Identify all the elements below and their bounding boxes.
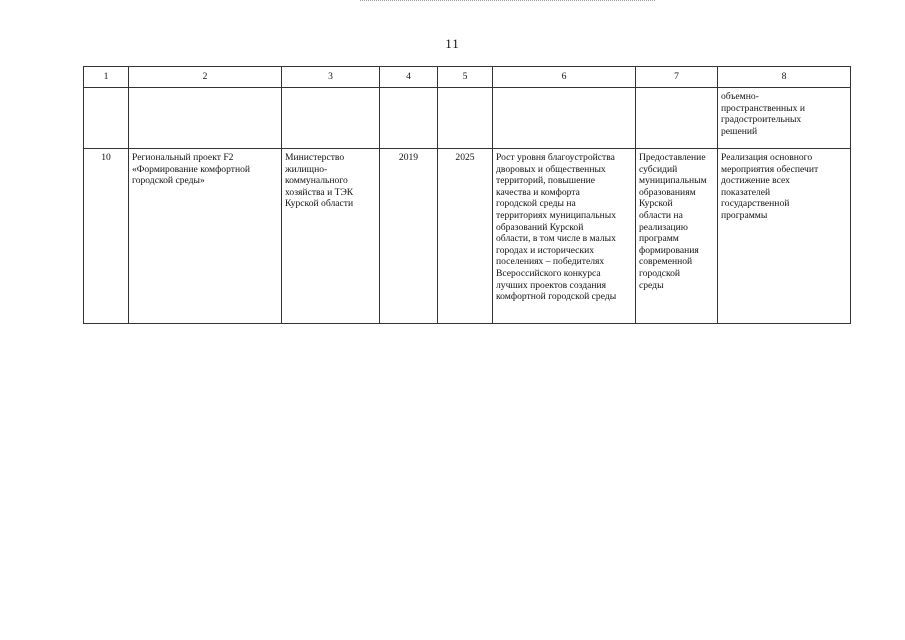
table-cell <box>84 88 129 149</box>
scan-artifact-line <box>360 0 655 3</box>
table-row <box>84 149 851 324</box>
column-header: 8 <box>718 67 851 88</box>
table-row-continuation <box>84 88 851 149</box>
start-year: 2019 <box>380 149 438 324</box>
responsible-executor: Министерство жилищно- коммунального хозяйства и ТЭК Курской области <box>282 149 380 324</box>
project-name: Региональный проект F2 «Формирование комфортной городской среды» <box>129 149 282 324</box>
table-cell <box>129 88 282 149</box>
column-header: 3 <box>282 67 380 88</box>
column-header: 1 <box>84 67 129 88</box>
column-header: 4 <box>380 67 438 88</box>
column-header: 6 <box>493 67 636 88</box>
expected-result: Рост уровня благоустройства дворовых и общественных территорий, повышение качества и комфорта городской среды на территориях муниципальных образований Курской области, в том числе в малых городах и исторических поселениях – победителях Всероссийского конкурса лучших проектов создания комфортной городской среды <box>493 149 636 324</box>
main-directions: Предоставление субсидий муниципальным образованиям Курской области на реализацию программ формирования современной городской среды <box>636 149 718 324</box>
program-table <box>83 66 851 324</box>
table-header-row <box>84 67 851 88</box>
table-cell <box>636 88 718 149</box>
table-cell <box>282 88 380 149</box>
relation-to-indicators: Реализация основного мероприятия обеспечит достижение всех показателей государственной программы <box>718 149 851 324</box>
column-header: 7 <box>636 67 718 88</box>
table-cell <box>438 88 493 149</box>
row-number: 10 <box>84 149 129 324</box>
page-number: 11 <box>445 36 460 51</box>
table-cell <box>380 88 438 149</box>
table-cell <box>493 88 636 149</box>
column-header: 5 <box>438 67 493 88</box>
end-year: 2025 <box>438 149 493 324</box>
column-header: 2 <box>129 67 282 88</box>
continuation-indicator-text: объемно- пространственных и градостроительных решений <box>718 88 851 149</box>
